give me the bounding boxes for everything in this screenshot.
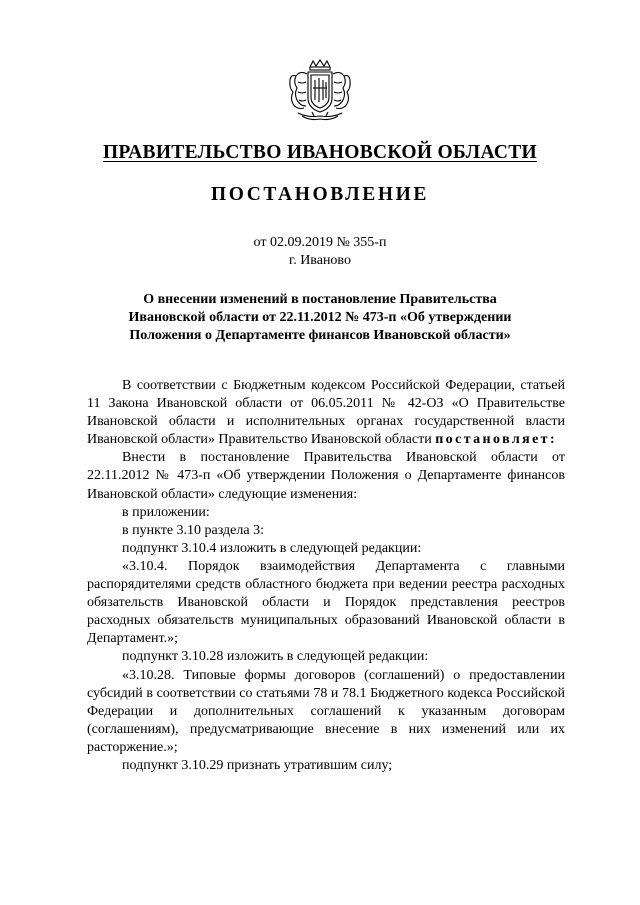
- paragraph: в пункте 3.10 раздела 3:: [122, 522, 264, 538]
- paragraph: подпункт 3.10.29 признать утратившим силу;: [122, 757, 393, 773]
- date-number: от 02.09.2019 № 355-п: [253, 235, 387, 250]
- date-and-place: [0, 234, 640, 270]
- paragraph: Внести в постановление Правительства Ивановской области от 22.11.2012 № 473-п «Об утверждении Положения о Департаменте финансов Ивановской области» следующие изменения:: [87, 450, 565, 502]
- document-title: [80, 291, 560, 345]
- decree-word: постановляет:: [435, 432, 558, 448]
- document-type: ПОСТАНОВЛЕНИЕ: [210, 184, 430, 205]
- city: г. Иваново: [289, 253, 351, 268]
- paragraph: в приложении:: [122, 504, 210, 520]
- paragraph-intro: [87, 377, 565, 449]
- paragraph: «3.10.28. Типовые формы договоров (соглашений) о предоставлении субсидий в соответствии со статьями 78 и 78.1 Бюджетного кодекса Российской Федерации и дополнительных соглашений к указанным договорам (соглашениям), предусматривающие внесение в них изменений или их расторжение.»;: [87, 667, 565, 755]
- title-line-3: Положения о Департаменте финансов Ивановской области»: [129, 328, 511, 343]
- organization-name: ПРАВИТЕЛЬСТВО ИВАНОВСКОЙ ОБЛАСТИ: [102, 142, 538, 163]
- title-line-1: О внесении изменений в постановление Правительства: [143, 292, 497, 307]
- paragraph: подпункт 3.10.4 изложить в следующей редакции:: [122, 540, 422, 556]
- title-line-2: Ивановской области от 22.11.2012 № 473-п «Об утверждении: [128, 310, 512, 325]
- paragraph: «3.10.4. Порядок взаимодействия Департамента с главными распорядителями средств областного бюджета при ведении реестра расходных обязательств Ивановской области и Порядок представления реестров расходных обязательств муниципальных образований Ивановской области в Департамент.»;: [87, 558, 565, 647]
- document-body: [87, 377, 565, 775]
- coat-of-arms-icon: [288, 58, 352, 124]
- organization-heading: [0, 142, 640, 164]
- paragraph: подпункт 3.10.28 изложить в следующей редакции:: [122, 649, 429, 665]
- intro-text: В соответствии с Бюджетным кодексом Российской Федерации, статьей 11 Закона Ивановской области от 06.05.2011 № 42-ОЗ «О Правительстве Ивановской области и исполнительных органах государственной власти Ивановской области» Правительство Ивановской области: [87, 378, 565, 448]
